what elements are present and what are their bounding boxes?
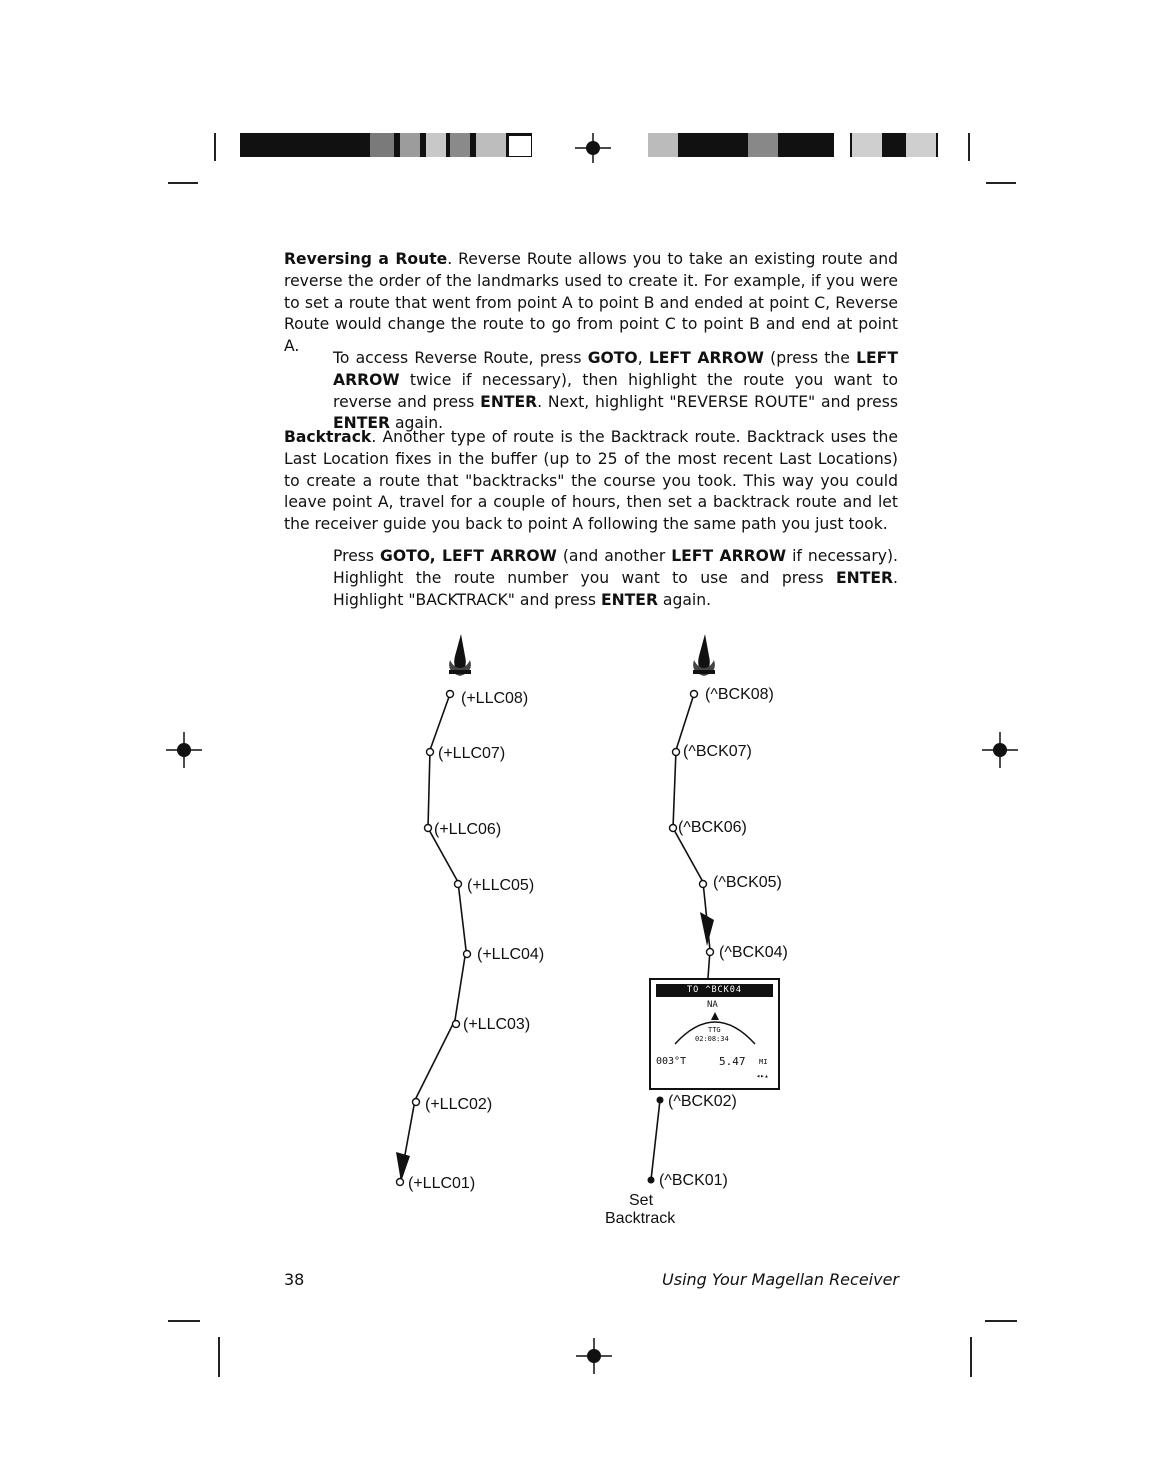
backtrack-heading: Backtrack: [284, 428, 372, 446]
waypoint-label: (+LLC02): [425, 1096, 493, 1113]
diagram-caption-line2: Backtrack: [605, 1210, 676, 1227]
text: (and another: [556, 547, 672, 565]
running-footer: Using Your Magellan Receiver: [662, 1270, 899, 1289]
waypoint-label: (+LLC03): [463, 1016, 531, 1033]
waypoint-marker: [464, 951, 471, 958]
text: if necessary). Highlight the route number you want to use and press: [333, 547, 898, 587]
text: twice if necessary), then highlight the route you want to reverse and press: [333, 370, 898, 411]
waypoint-marker: [453, 1021, 460, 1028]
reversing-body: . Reverse Route allows you to take an existing route and reverse the order of the landmarks used to create it. For example, if you were to set a route that went from point A to point B and ended at point C, Reverse Route would change the route to go from point C to point B and end at point A.: [284, 250, 898, 356]
waypoint-marker: [691, 691, 698, 698]
waypoint-label: (^BCK06): [678, 819, 747, 836]
ttg-value: 02:08:34: [695, 1035, 729, 1043]
waypoint-marker: [673, 749, 680, 756]
waypoint-marker: [657, 1097, 664, 1104]
key-enter: ENTER: [600, 590, 658, 609]
waypoint-label: (+LLC06): [434, 821, 502, 838]
distance-unit: MI: [759, 1058, 768, 1066]
waypoint-marker: [397, 1179, 404, 1186]
waypoint-marker: [427, 749, 434, 756]
gps-screen: [649, 978, 780, 1090]
backtrack-body: . Another type of route is the Backtrack route. Backtrack uses the Last Location fixes in the buffer (up to 25 of the most recent Last Locations) to create a route that "backtracks" the course you took. This way you could leave point A, travel for a couple of hours, then set a backtrack route and let the receiver guide you back to point A following the same path you just took.: [284, 428, 898, 534]
campfire-icon: [693, 634, 715, 676]
key-left-arrow: LEFT ARROW: [671, 547, 787, 565]
campfire-icon: [449, 634, 471, 676]
reversing-heading: Reversing a Route: [284, 250, 448, 268]
bearing-value: 003°T: [656, 1056, 687, 1067]
distance-value: 5.47: [719, 1055, 746, 1068]
waypoint-label: (+LLC05): [467, 877, 535, 894]
key-enter: ENTER: [480, 392, 538, 411]
text: again.: [390, 414, 444, 433]
waypoint-label: (^BCK01): [659, 1172, 728, 1189]
key-goto: GOTO: [587, 349, 638, 367]
text: . Next, highlight "REVERSE ROUTE" and press: [537, 392, 898, 411]
waypoint-label: (+LLC07): [438, 745, 506, 762]
page-number: 38: [284, 1270, 305, 1289]
key-enter: ENTER: [836, 568, 894, 587]
screen-title: TO ^BCK04: [656, 984, 773, 997]
text: (press the: [763, 349, 857, 367]
waypoint-marker: [670, 825, 677, 832]
text: To access Reverse Route, press: [333, 349, 588, 367]
key-left-arrow: LEFT ARROW: [648, 349, 764, 367]
waypoint-marker: [447, 691, 454, 698]
waypoint-marker: [700, 881, 707, 888]
waypoint-label: (^BCK02): [668, 1093, 737, 1110]
right-route-arrow: [700, 912, 714, 946]
diagram-caption-line1: Set: [629, 1192, 654, 1209]
key-enter: ENTER: [333, 414, 390, 433]
text: . Highlight "BACKTRACK" and press: [333, 568, 898, 609]
nav-arrows-icon: ◂▸▴: [756, 1072, 769, 1080]
waypoint-marker: [425, 825, 432, 832]
waypoint-label: (^BCK04): [719, 944, 788, 961]
waypoint-label: (+LLC08): [461, 690, 529, 707]
waypoint-marker: [648, 1177, 655, 1184]
waypoint-label: (+LLC04): [477, 946, 545, 963]
waypoint-label: (^BCK05): [713, 874, 782, 891]
waypoint-label: (^BCK07): [683, 743, 752, 760]
waypoint-label: (^BCK08): [705, 686, 774, 703]
text: again.: [657, 590, 712, 609]
waypoint-label: (+LLC01): [408, 1175, 476, 1192]
waypoint-marker: [413, 1099, 420, 1106]
key-goto-left: GOTO, LEFT ARROW: [380, 547, 557, 565]
screen-heading: NA: [707, 1000, 718, 1010]
waypoint-marker: [707, 949, 714, 956]
text: ,: [637, 349, 649, 367]
key-left-arrow: LEFT ARROW: [333, 349, 898, 389]
waypoint-marker: [455, 881, 462, 888]
ttg-label: TTG: [708, 1026, 721, 1034]
right-route-line-lower: [651, 1100, 660, 1180]
text: Press: [333, 547, 381, 565]
